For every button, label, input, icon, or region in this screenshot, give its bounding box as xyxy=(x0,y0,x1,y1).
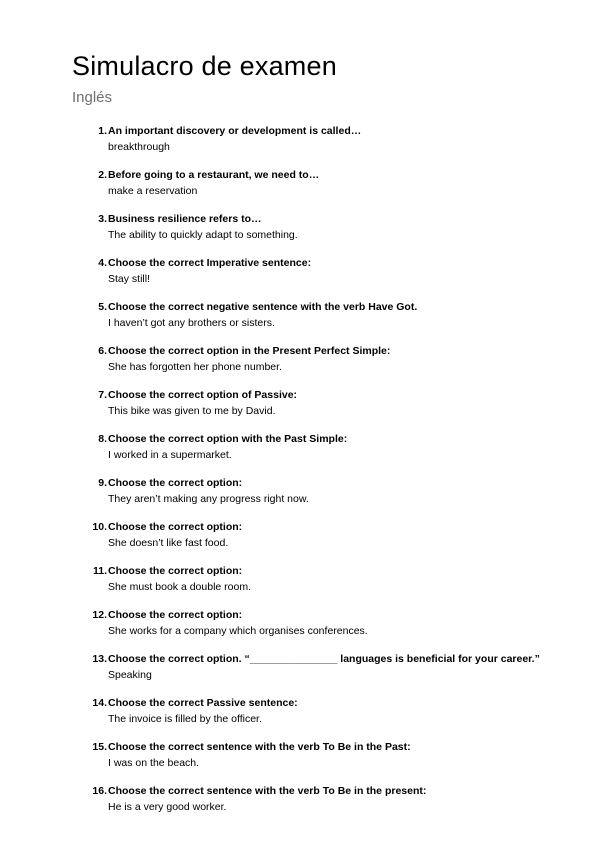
question-text: Choose the correct negative sentence with the verb Have Got. xyxy=(108,301,418,313)
question-number: 6. xyxy=(98,345,107,357)
question-item xyxy=(0,476,600,520)
question-number: 3. xyxy=(98,213,107,225)
question-item xyxy=(0,168,600,212)
question-item xyxy=(0,256,600,300)
question-item xyxy=(0,212,600,256)
question-number: 10. xyxy=(92,521,107,533)
question-answer: I haven’t got any brothers or sisters. xyxy=(108,317,275,329)
question-answer: The ability to quickly adapt to something. xyxy=(108,229,298,241)
question-list xyxy=(0,124,600,828)
question-text: Choose the correct option: xyxy=(108,477,243,489)
question-answer: She has forgotten her phone number. xyxy=(108,361,282,373)
question-item xyxy=(0,652,600,696)
question-text: Choose the correct Passive sentence: xyxy=(108,697,298,709)
question-answer: He is a very good worker. xyxy=(108,801,227,813)
question-answer: The invoice is filled by the officer. xyxy=(108,713,262,725)
question-item xyxy=(0,432,600,476)
question-item xyxy=(0,124,600,168)
question-item xyxy=(0,564,600,608)
question-answer: She works for a company which organises conferences. xyxy=(108,625,368,637)
page-subtitle: Inglés xyxy=(72,89,113,106)
question-answer: breakthrough xyxy=(108,141,170,153)
question-text: Choose the correct option in the Present Perfect Simple: xyxy=(108,345,391,357)
question-answer: make a reservation xyxy=(108,185,198,197)
question-item xyxy=(0,784,600,828)
question-number: 1. xyxy=(98,125,107,137)
question-item xyxy=(0,300,600,344)
page-title: Simulacro de examen xyxy=(72,51,337,81)
question-text: Choose the correct option with the Past Simple: xyxy=(108,433,348,445)
question-number: 4. xyxy=(98,257,107,269)
question-number: 11. xyxy=(92,565,107,577)
question-number: 2. xyxy=(98,169,107,181)
question-item xyxy=(0,388,600,432)
question-number: 5. xyxy=(98,301,107,313)
question-text: An important discovery or development is called… xyxy=(108,125,362,137)
question-item xyxy=(0,696,600,740)
question-number: 8. xyxy=(98,433,107,445)
question-item xyxy=(0,520,600,564)
question-text: Choose the correct option: xyxy=(108,565,243,577)
question-number: 13. xyxy=(92,653,107,665)
question-number: 12. xyxy=(92,609,107,621)
question-answer: They aren’t making any progress right now. xyxy=(108,493,309,505)
question-number: 14. xyxy=(92,697,107,709)
question-text: Choose the correct option of Passive: xyxy=(108,389,298,401)
question-answer: She doesn’t like fast food. xyxy=(108,537,229,549)
question-answer: Stay still! xyxy=(108,273,151,285)
question-answer: Speaking xyxy=(108,669,152,681)
question-number: 16. xyxy=(92,785,107,797)
question-text: Business resilience refers to… xyxy=(108,213,262,225)
question-text: Choose the correct sentence with the verb To Be in the present: xyxy=(108,785,427,797)
question-text: Choose the correct sentence with the verb To Be in the Past: xyxy=(108,741,411,753)
question-answer: This bike was given to me by David. xyxy=(108,405,276,417)
question-number: 7. xyxy=(98,389,107,401)
question-text: Choose the correct option: xyxy=(108,521,243,533)
question-text: Choose the correct option. “_______________ languages is beneficial for your career.” xyxy=(108,653,540,665)
question-answer: I was on the beach. xyxy=(108,757,200,769)
question-item xyxy=(0,344,600,388)
question-number: 9. xyxy=(98,477,107,489)
question-text: Before going to a restaurant, we need to… xyxy=(108,169,320,181)
question-text: Choose the correct Imperative sentence: xyxy=(108,257,312,269)
question-answer: I worked in a supermarket. xyxy=(108,449,232,461)
question-number: 15. xyxy=(92,741,107,753)
question-item xyxy=(0,608,600,652)
question-text: Choose the correct option: xyxy=(108,609,243,621)
question-answer: She must book a double room. xyxy=(108,581,252,593)
question-item xyxy=(0,740,600,784)
